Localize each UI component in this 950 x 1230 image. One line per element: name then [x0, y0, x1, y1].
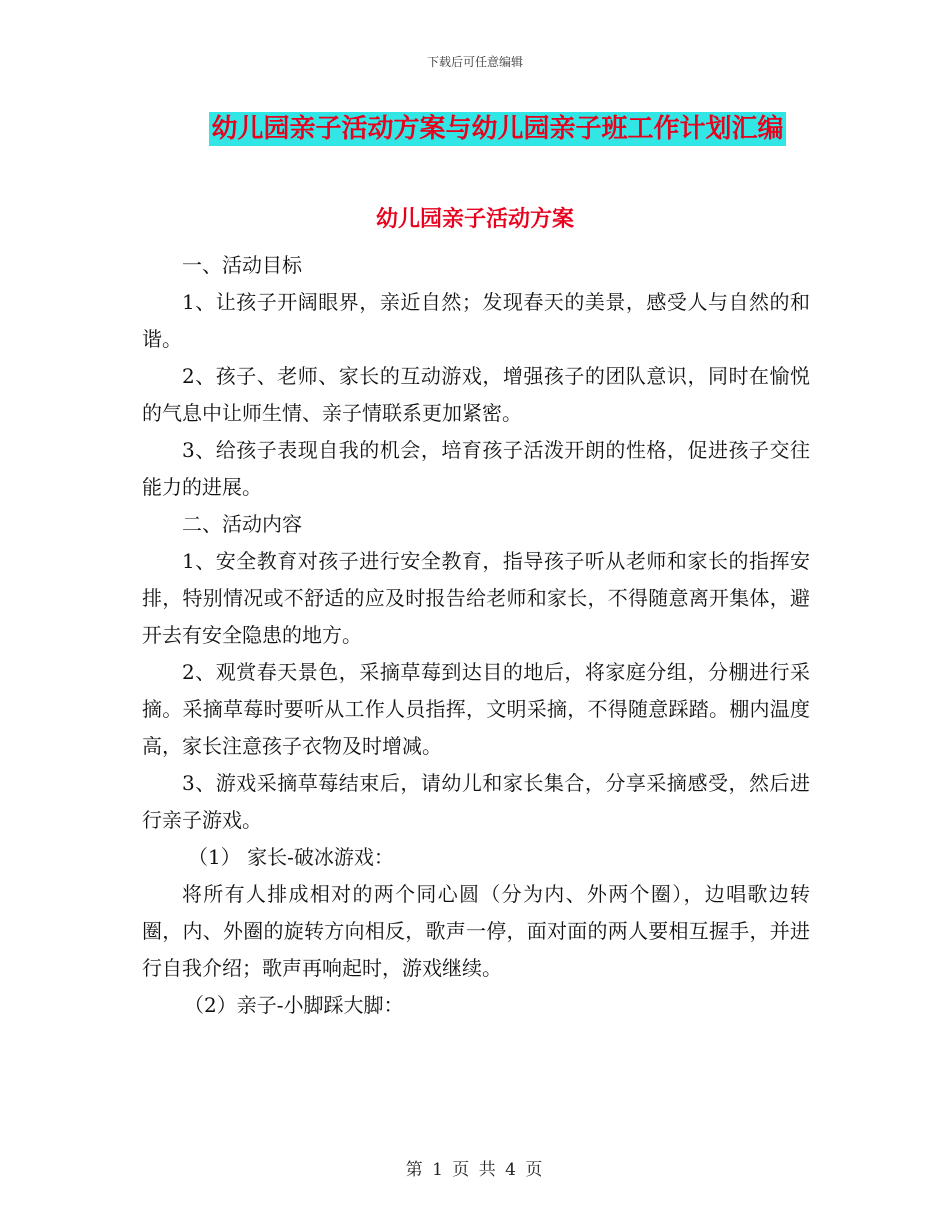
game-1-heading: （1） 家长-破冰游戏：: [188, 845, 394, 869]
content-1: 1、安全教育对孩子进行安全教育，指导孩子听从老师和家长的指挥安排，特别情况或不舒适的应及时报告给老师和家长，不得随意离开集体，避开去有安全隐患的地方。: [142, 549, 810, 647]
page-header-note: 下载后可任意编辑: [426, 55, 523, 69]
content-2: 2、观赏春天景色，采摘草莓到达目的地后，将家庭分组，分棚进行采摘。采摘草莓时要听从工作人员指挥，文明采摘，不得随意踩踏。棚内温度高，家长注意孩子衣物及时增减。: [142, 660, 810, 758]
content-3: 3、游戏采摘草莓结束后，请幼儿和家长集合，分享采摘感受，然后进行亲子游戏。: [142, 771, 810, 832]
objective-3: 3、给孩子表现自我的机会，培育孩子活泼开朗的性格，促进孩子交往能力的进展。: [142, 438, 810, 499]
objective-1: 1、让孩子开阔眼界，亲近自然；发现春天的美景，感受人与自然的和谐。: [142, 290, 810, 351]
heading-objectives: 一、活动目标: [182, 253, 302, 277]
heading-content: 二、活动内容: [182, 512, 302, 536]
document-title-container: [0, 112, 950, 146]
objective-2: 2、孩子、老师、家长的互动游戏，增强孩子的团队意识，同时在愉悦的气息中让师生情、亲子情联系更加紧密。: [142, 364, 810, 425]
game-1-description: 将所有人排成相对的两个同心圆（分为内、外两个圈），边唱歌边转圈，内、外圈的旋转方向相反，歌声一停，面对面的两人要相互握手，并进行自我介绍；歌声再响起时，游戏继续。: [142, 882, 810, 980]
document-body: [142, 247, 810, 1024]
game-2-heading: （2）亲子-小脚踩大脚：: [184, 993, 404, 1017]
page-number: 第 1 页 共 4 页: [405, 1160, 545, 1180]
section-title: 幼儿园亲子活动方案: [375, 207, 574, 232]
document-title: 幼儿园亲子活动方案与幼儿园亲子班工作计划汇编: [211, 114, 784, 144]
